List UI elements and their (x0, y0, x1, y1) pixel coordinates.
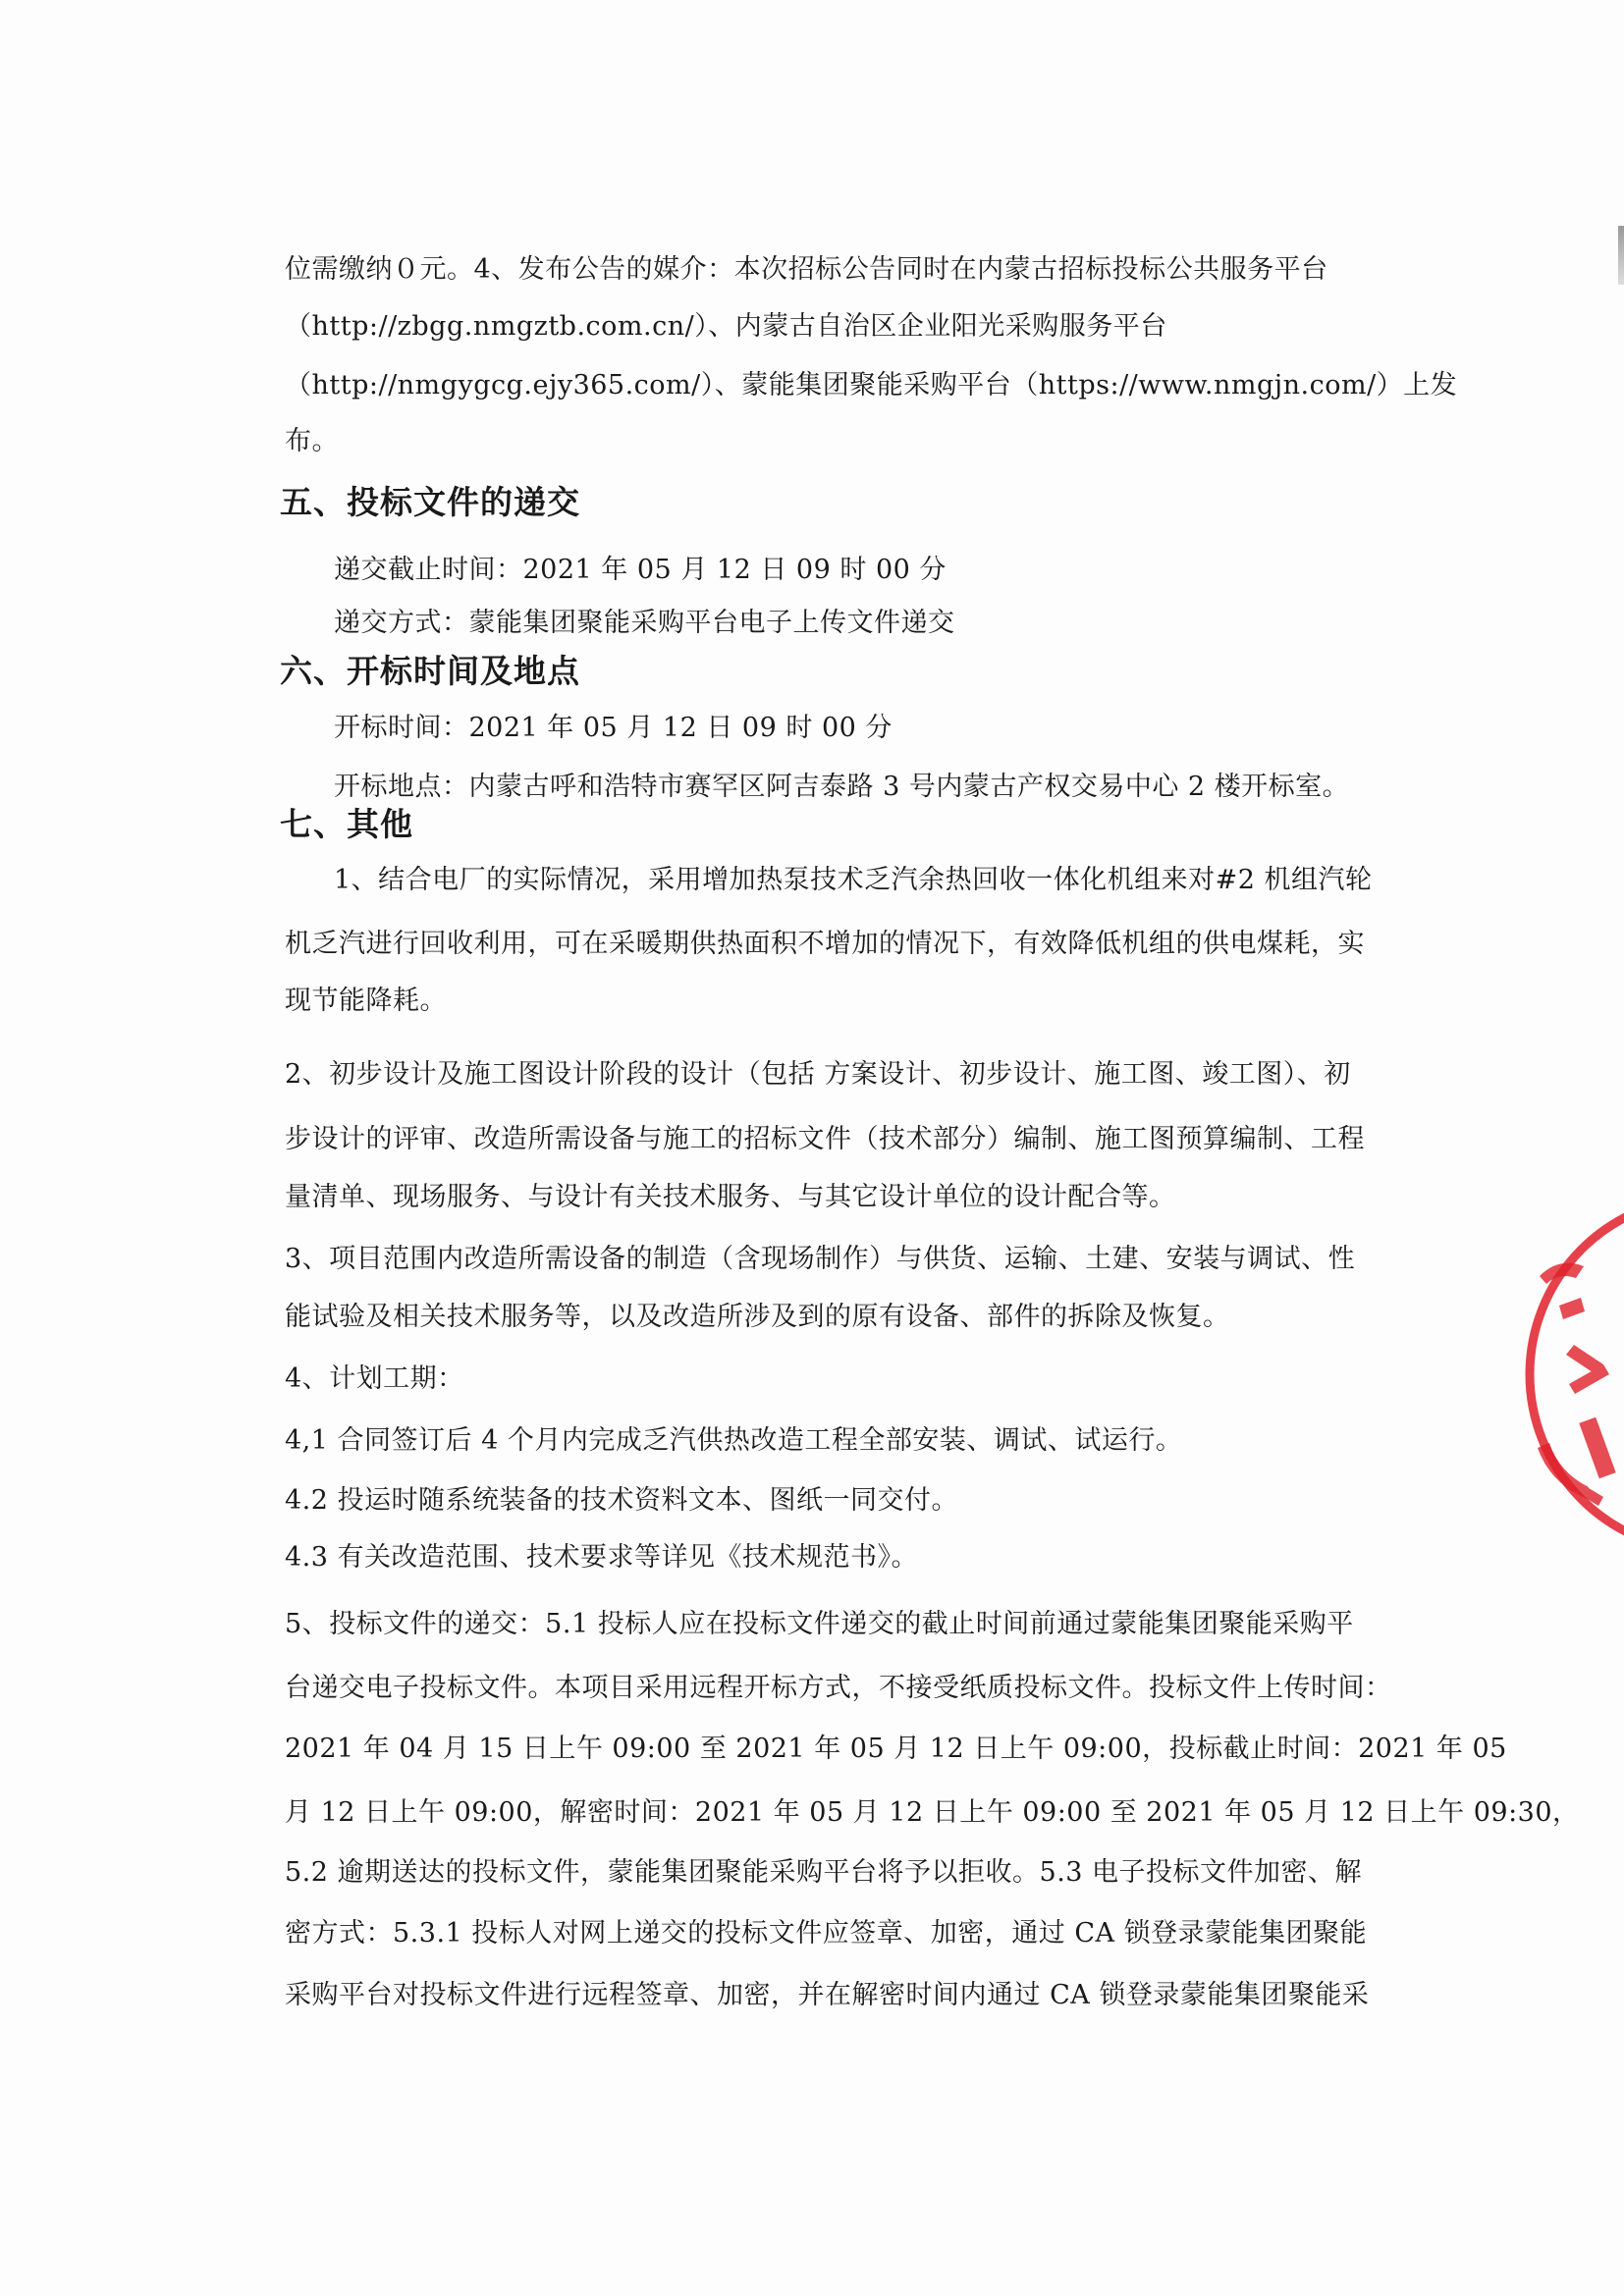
section-7-line-17: 5.2 逾期送达的投标文件，蒙能集团聚能采购平台将予以拒收。5.3 电子投标文件加密、解 (285, 1857, 1363, 1888)
section-7-line-4: 2、初步设计及施工图设计阶段的设计（包括 方案设计、初步设计、施工图、竣工图）、初 (285, 1059, 1351, 1090)
section-7-line-14: 台递交电子投标文件。本项目采用远程开标方式，不接受纸质投标文件。投标文件上传时间： (285, 1673, 1392, 1703)
section-7-line-11: 4.2 投运时随系统装备的技术资料文本、图纸一同交付。 (285, 1485, 959, 1516)
section-6-heading: 六、开标时间及地点 (280, 652, 580, 690)
section-7-line-3: 现节能降耗。 (285, 986, 447, 1016)
section-6-line-2: 开标地点：内蒙古呼和浩特市赛罕区阿吉泰路 3 号内蒙古产权交易中心 2 楼开标室。 (334, 772, 1350, 802)
section-5-line-1: 递交截止时间：2021 年 05 月 12 日 09 时 00 分 (334, 555, 947, 585)
section-5-heading: 五、投标文件的递交 (280, 483, 580, 521)
intro-line-1: 位需缴纳０元。4、发布公告的媒介：本次招标公告同时在内蒙古招标投标公共服务平台 (285, 254, 1328, 285)
section-7-line-9: 4、计划工期： (285, 1363, 464, 1394)
intro-line-2: （http://zbgg.nmgztb.com.cn/）、内蒙古自治区企业阳光采购服务平台 (285, 311, 1167, 342)
section-7-line-5: 步设计的评审、改造所需设备与施工的招标文件（技术部分）编制、施工图预算编制、工程 (285, 1124, 1365, 1154)
section-7-line-13: 5、投标文件的递交：5.1 投标人应在投标文件递交的截止时间前通过蒙能集团聚能采购平 (285, 1609, 1354, 1639)
section-7-line-12: 4.3 有关改造范围、技术要求等详见《技术规范书》。 (285, 1542, 919, 1573)
section-7-line-2: 机乏汽进行回收利用，可在采暖期供热面积不增加的情况下，有效降低机组的供电煤耗，实 (285, 929, 1365, 959)
section-7-line-16: 月 12 日上午 09:00，解密时间：2021 年 05 月 12 日上午 09:00 至 2021 年 05 月 12 日上午 09:30， (285, 1797, 1580, 1828)
intro-line-3: （http://nmgygcg.ejy365.com/）、蒙能集团聚能采购平台（https://www.nmgjn.com/）上发 (285, 370, 1458, 400)
section-6-line-1: 开标时间：2021 年 05 月 12 日 09 时 00 分 (334, 713, 893, 743)
section-7-line-1: 1、结合电厂的实际情况，采用增加热泵技术乏汽余热回收一体化机组来对#2 机组汽轮 (334, 865, 1373, 895)
section-7-line-18: 密方式：5.3.1 投标人对网上递交的投标文件应签章、加密，通过 CA 锁登录蒙能集团聚能 (285, 1918, 1368, 1949)
section-7-line-19: 采购平台对投标文件进行远程签章、加密，并在解密时间内通过 CA 锁登录蒙能集团聚能采 (285, 1980, 1370, 2010)
section-7-line-10: 4,1 合同签订后 4 个月内完成乏汽供热改造工程全部安装、调试、试运行。 (285, 1425, 1183, 1456)
section-7-heading: 七、其他 (280, 805, 413, 843)
intro-line-4: 布。 (285, 426, 339, 456)
section-7-line-8: 能试验及相关技术服务等，以及改造所涉及到的原有设备、部件的拆除及恢复。 (285, 1302, 1230, 1332)
section-5-line-2: 递交方式：蒙能集团聚能采购平台电子上传文件递交 (334, 608, 955, 638)
section-7-line-15: 2021 年 04 月 15 日上午 09:00 至 2021 年 05 月 12 日上午 09:00，投标截止时间：2021 年 05 (285, 1734, 1507, 1764)
red-seal-stamp (1520, 1188, 1624, 1561)
section-7-line-6: 量清单、现场服务、与设计有关技术服务、与其它设计单位的设计配合等。 (285, 1182, 1176, 1212)
scan-edge-mark (1618, 226, 1624, 285)
section-7-line-7: 3、项目范围内改造所需设备的制造（含现场制作）与供货、运输、土建、安装与调试、性 (285, 1244, 1356, 1274)
